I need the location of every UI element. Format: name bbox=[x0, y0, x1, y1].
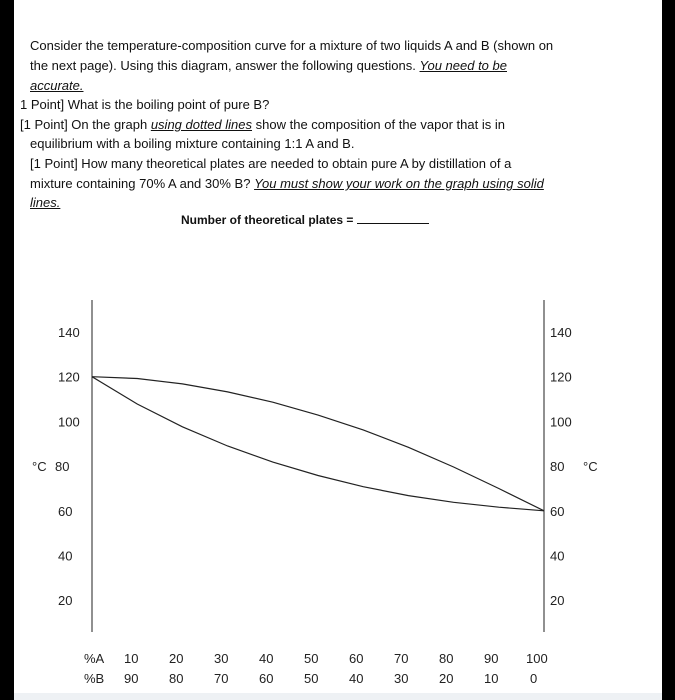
page-bottom-strip bbox=[14, 693, 662, 700]
q2-emphasis: using dotted lines bbox=[150, 117, 253, 132]
q3-text-1: [1 Point] How many theoretical plates are needed to obtain pure A by distillation of a bbox=[30, 156, 512, 171]
x-tick-a-20: 20 bbox=[169, 651, 184, 666]
temperature-composition-diagram bbox=[14, 0, 662, 700]
y-right-tick-60: 60 bbox=[550, 503, 565, 519]
x-tick-a-70: 70 bbox=[394, 651, 409, 666]
y-left-tick-80: 80 bbox=[55, 459, 70, 475]
x-tick-b-0: 0 bbox=[530, 671, 538, 686]
x-tick-a-90: 90 bbox=[484, 651, 499, 666]
y-right-tick-120: 120 bbox=[550, 369, 572, 385]
x-tick-a-50: 50 bbox=[304, 651, 319, 666]
x-tick-b-50: 50 bbox=[304, 671, 319, 686]
plot-frame bbox=[92, 300, 544, 632]
q2-text-3: equilibrium with a boiling mixture containing 1:1 A and B. bbox=[30, 136, 355, 151]
y-left-tick-140: 140 bbox=[58, 325, 80, 340]
y-right-tick-80: 80 bbox=[550, 459, 565, 475]
y-left-tick-60: 60 bbox=[58, 503, 73, 519]
intro-text-1: Consider the temperature-composition curve for a mixture of two liquids A and B (shown on bbox=[30, 38, 554, 53]
y-left-tick-120: 120 bbox=[58, 369, 80, 385]
x-axis-labels bbox=[84, 651, 548, 686]
x-tick-a-10: 10 bbox=[124, 651, 139, 666]
y-left-unit-label: °C bbox=[32, 459, 47, 475]
q1-text: 1 Point] What is the boiling point of pure B? bbox=[20, 97, 270, 112]
x-tick-a-100: 100 bbox=[526, 651, 548, 666]
y-axis-left-labels bbox=[32, 325, 80, 608]
intro-emphasis-2: accurate. bbox=[30, 78, 84, 93]
q2-text-1: [1 Point] On the graph bbox=[20, 117, 148, 132]
x-tick-b-90: 90 bbox=[124, 671, 139, 686]
x-tick-b-30: 30 bbox=[394, 671, 409, 686]
intro-emphasis-1: You need to be bbox=[419, 58, 507, 73]
x-tick-a-40: 40 bbox=[259, 651, 274, 666]
x-tick-b-40: 40 bbox=[349, 671, 364, 686]
x-tick-b-80: 80 bbox=[169, 671, 184, 686]
x-tick-a-80: 80 bbox=[439, 651, 454, 666]
x-tick-b-20: 20 bbox=[439, 671, 454, 686]
x-axis-percent-b-label: %B bbox=[84, 671, 105, 686]
y-axis-right-labels bbox=[550, 325, 598, 608]
plates-label: Number of theoretical plates = bbox=[181, 213, 354, 227]
y-left-tick-20: 20 bbox=[58, 593, 73, 609]
y-left-tick-40: 40 bbox=[58, 548, 73, 564]
x-tick-a-60: 60 bbox=[349, 651, 364, 666]
y-right-unit-label: °C bbox=[583, 459, 598, 475]
x-tick-b-70: 70 bbox=[214, 671, 229, 686]
q2-text-2: show the composition of the vapor that is in bbox=[255, 117, 505, 132]
y-right-tick-100: 100 bbox=[550, 414, 572, 430]
q3-text-2: mixture containing 70% A and 30% B? bbox=[30, 176, 251, 191]
intro-text-2: the next page). Using this diagram, answer the following questions. bbox=[30, 58, 416, 73]
plot-curves bbox=[92, 377, 544, 511]
liquid-curve bbox=[92, 377, 544, 511]
y-right-tick-40: 40 bbox=[550, 548, 565, 564]
vapor-curve bbox=[92, 377, 544, 511]
q3-emphasis-1: You must show your work on the graph using solid bbox=[254, 176, 544, 191]
x-tick-a-30: 30 bbox=[214, 651, 229, 666]
y-right-tick-140: 140 bbox=[550, 325, 572, 340]
x-tick-b-60: 60 bbox=[259, 671, 274, 686]
y-right-tick-20: 20 bbox=[550, 593, 565, 609]
q3-emphasis-2: lines. bbox=[30, 195, 61, 210]
y-left-tick-100: 100 bbox=[58, 414, 80, 430]
worksheet-page bbox=[14, 0, 662, 700]
x-axis-percent-a-label: %A bbox=[84, 651, 105, 666]
x-tick-b-10: 10 bbox=[484, 671, 499, 686]
